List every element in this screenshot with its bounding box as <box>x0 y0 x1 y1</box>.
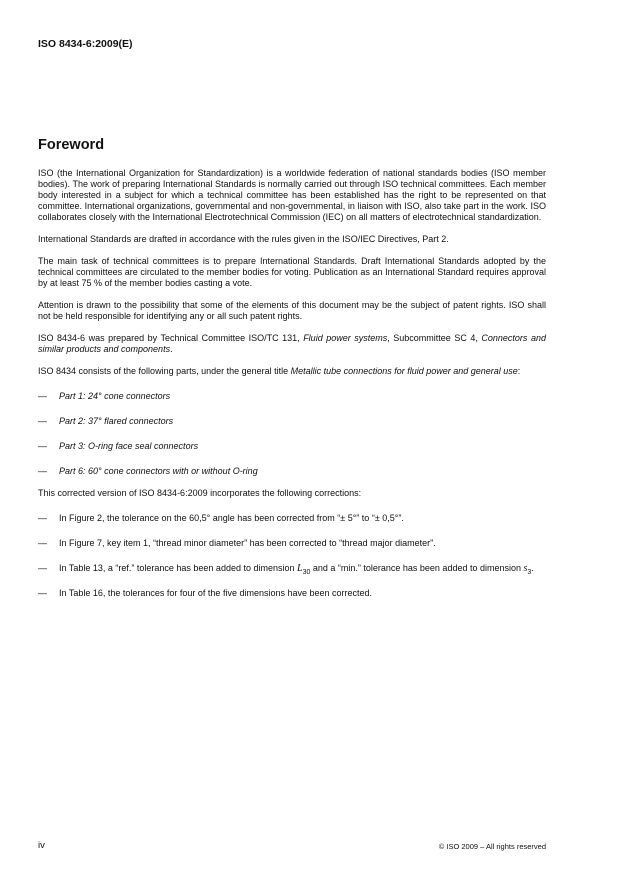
dash-bullet: — <box>38 391 47 401</box>
symbol-s: s <box>523 563 528 574</box>
committee-title: Fluid power systems <box>303 333 388 343</box>
paragraph-patent-rights: Attention is drawn to the possibility that some of the elements of this document may be the subject of patent rights. ISO shall not be held responsible for identifying any or all such patent rights. <box>38 300 546 321</box>
dash-bullet: — <box>38 441 47 451</box>
general-title: Metallic tube connections for fluid power and general use <box>290 366 518 376</box>
list-item-correction: — In Table 13, a “ref.” tolerance has been added to dimension $L_{30}$ and a “min.” tolerance has been added to dimension $s_3$. <box>38 563 534 576</box>
paragraph-directives: International Standards are drafted in accordance with the rules given in the ISO/IEC Directives, Part 2. <box>38 234 449 244</box>
dash-bullet: — <box>38 416 47 426</box>
dash-bullet: — <box>38 538 47 548</box>
symbol-l: L <box>297 563 303 574</box>
list-item-part: — Part 2: 37° flared connectors <box>38 416 174 426</box>
subcommittee-title: Connectors and similar products and components <box>38 333 546 354</box>
paragraph-parts-intro: ISO 8434 consists of the following parts, under the general title Metallic tube connections for fluid power and general use: <box>38 366 521 376</box>
list-item-part: — Part 6: 60° cone connectors with or without O-ring <box>38 466 258 476</box>
list-item-correction: — In Table 16, the tolerances for four of the five dimensions have been corrected. <box>38 588 373 598</box>
paragraph-technical-committees: The main task of technical committees is to prepare International Standards. Draft International Standards adopted by the technical committees are circulated to the member bodies for voting. Publication as an International Standard requires approval by at least 75 % of the member bodies casting a vote. <box>38 256 546 288</box>
page-number: iv <box>38 840 45 851</box>
paragraph-iso-intro: ISO (the International Organization for Standardization) is a worldwide federation of national standards bodies (ISO member bodies). The work of preparing International Standards is normally carried out through ISO technical committees. Each member body interested in a subject for which a technical committee has been established has the right to be represented on that committee. International organizations, governmental and non-governmental, in liaison with ISO, also take part in the work. ISO collaborates closely with the International Electrotechnical Commission (IEC) on all matters of electrotechnical standardization. <box>38 168 546 222</box>
dash-bullet: — <box>38 588 47 598</box>
page-title: Foreword <box>38 137 105 153</box>
list-item-part: — Part 1: 24° cone connectors <box>38 391 171 401</box>
paragraph-corrections-intro: This corrected version of ISO 8434-6:2009 incorporates the following corrections: <box>38 488 362 498</box>
paragraph-prepared-by: ISO 8434-6 was prepared by Technical Committee ISO/TC 131, Fluid power systems, Subcommittee SC 4, Connectors and similar products and components. <box>38 333 546 354</box>
list-item-correction: — In Figure 2, the tolerance on the 60,5° angle has been corrected from “± 5°” to “± 0,5°”. <box>38 513 404 523</box>
dash-bullet: — <box>38 513 47 523</box>
dash-bullet: — <box>38 466 47 476</box>
standard-id: ISO 8434-6:2009(E) <box>38 38 133 50</box>
list-item-correction: — In Figure 7, key item 1, “thread minor diameter” has been corrected to “thread major diameter”. <box>38 538 436 548</box>
list-item-part: — Part 3: O-ring face seal connectors <box>38 441 199 451</box>
foreword-body <box>38 168 546 599</box>
dash-bullet: — <box>38 563 47 573</box>
copyright-notice: © ISO 2009 – All rights reserved <box>438 842 546 851</box>
